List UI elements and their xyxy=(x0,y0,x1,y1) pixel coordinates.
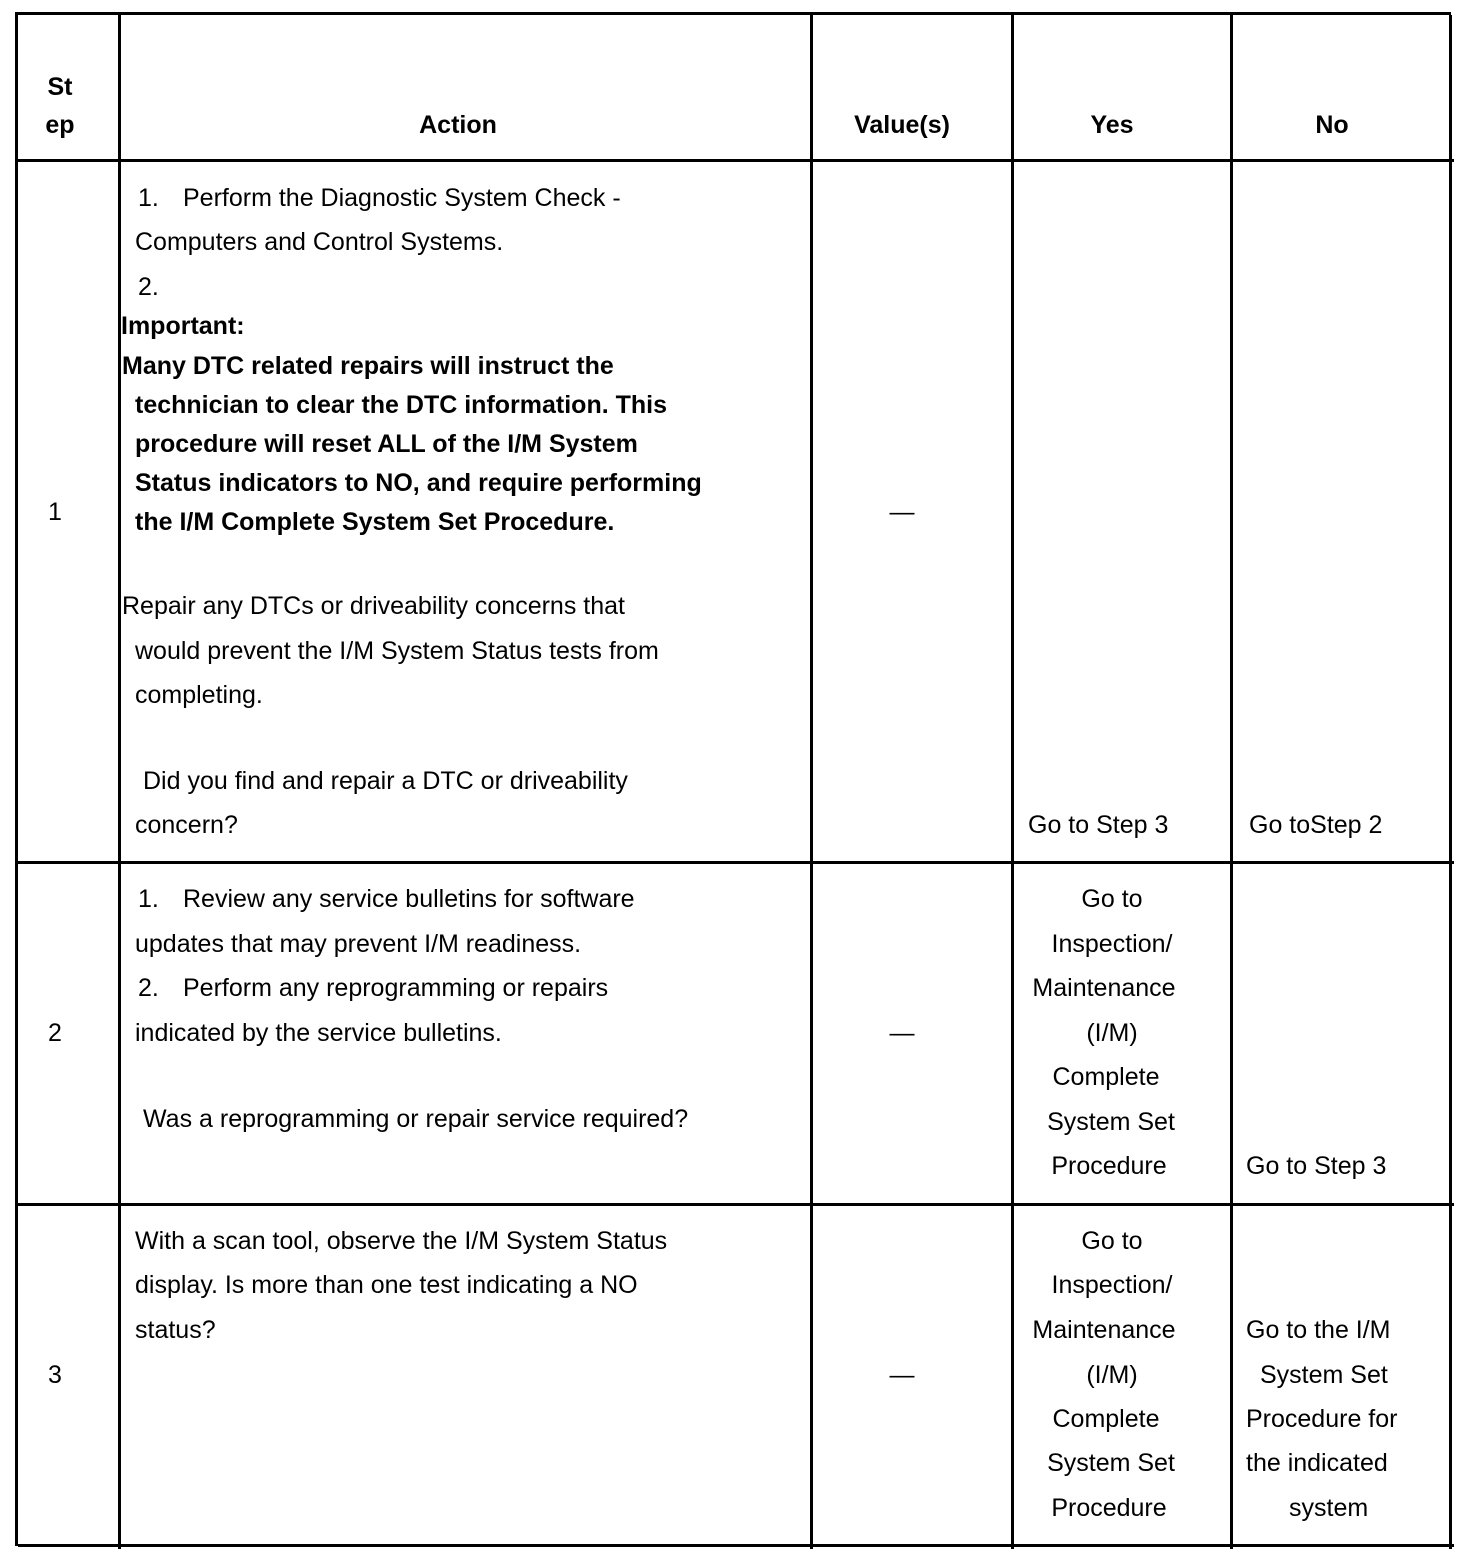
yes-result: Go to Step 3 xyxy=(1028,811,1169,839)
yes-result: Procedure xyxy=(1051,1494,1167,1522)
action-text: Computers and Control Systems. xyxy=(135,228,504,256)
value-cell: — xyxy=(889,1019,915,1047)
yes-result: (I/M) xyxy=(1086,1361,1138,1389)
important-text: Status indicators to NO, and require performing xyxy=(135,469,702,497)
list-number: 1. xyxy=(138,184,159,212)
action-text: indicated by the service bulletins. xyxy=(135,1019,502,1047)
step-number: 2 xyxy=(48,1019,62,1047)
header-yes: Yes xyxy=(1090,111,1134,139)
col-divider xyxy=(810,15,813,1549)
important-label: Important: xyxy=(121,312,245,340)
yes-result: Complete xyxy=(1052,1405,1160,1433)
yes-result: Maintenance xyxy=(1032,974,1176,1002)
yes-result: Go to xyxy=(1081,1227,1143,1255)
action-text: Review any service bulletins for software xyxy=(183,885,635,913)
row-divider xyxy=(18,1544,1454,1547)
yes-result: Inspection/ xyxy=(1051,1271,1173,1299)
row-divider xyxy=(18,1203,1454,1206)
yes-result: Procedure xyxy=(1051,1152,1167,1180)
action-text: Perform the Diagnostic System Check - xyxy=(183,184,621,212)
action-text: completing. xyxy=(135,681,263,709)
header-no: No xyxy=(1315,111,1349,139)
no-result: system xyxy=(1289,1494,1369,1522)
no-result: Procedure for xyxy=(1246,1405,1398,1433)
no-result: the indicated xyxy=(1246,1449,1388,1477)
action-text: status? xyxy=(135,1316,216,1344)
header-values: Value(s) xyxy=(854,111,950,139)
important-text: technician to clear the DTC information. This xyxy=(135,391,668,419)
important-text: the I/M Complete System Set Procedure. xyxy=(135,508,615,536)
action-text: Perform any reprogramming or repairs xyxy=(183,974,609,1002)
action-text: With a scan tool, observe the I/M System Status xyxy=(135,1227,668,1255)
action-text: would prevent the I/M System Status tests from xyxy=(135,637,659,665)
action-text: display. Is more than one test indicating a NO xyxy=(135,1271,638,1299)
list-number: 2. xyxy=(138,974,159,1002)
row-divider xyxy=(18,861,1454,864)
value-cell: — xyxy=(889,1361,915,1389)
no-result: System Set xyxy=(1260,1361,1388,1389)
important-text: Many DTC related repairs will instruct the xyxy=(122,352,614,380)
list-number: 1. xyxy=(138,885,159,913)
yes-result: System Set xyxy=(1047,1108,1175,1136)
value-cell: — xyxy=(889,498,915,526)
yes-result: System Set xyxy=(1047,1449,1175,1477)
question-text: Was a reprogramming or repair service required? xyxy=(143,1105,689,1133)
no-result: Go toStep 2 xyxy=(1249,811,1383,839)
yes-result: Inspection/ xyxy=(1051,930,1173,958)
col-divider xyxy=(1230,15,1233,1549)
header-step: St ep xyxy=(45,73,75,139)
col-divider xyxy=(1449,15,1452,1549)
yes-result: (I/M) xyxy=(1086,1019,1138,1047)
yes-result: Go to xyxy=(1081,885,1143,913)
question-text: Did you find and repair a DTC or driveability xyxy=(143,767,628,795)
header-action: Action xyxy=(419,111,497,139)
action-text: updates that may prevent I/M readiness. xyxy=(135,930,582,958)
no-result: Go to Step 3 xyxy=(1246,1152,1387,1180)
step-number: 1 xyxy=(48,498,62,526)
important-text: procedure will reset ALL of the I/M System xyxy=(135,430,638,458)
no-result: Go to the I/M xyxy=(1246,1316,1391,1344)
step-number: 3 xyxy=(48,1361,62,1389)
row-divider xyxy=(18,159,1454,162)
yes-result: Complete xyxy=(1052,1063,1160,1091)
question-text: concern? xyxy=(135,811,238,839)
yes-result: Maintenance xyxy=(1032,1316,1176,1344)
action-text: Repair any DTCs or driveability concerns that xyxy=(122,592,625,620)
col-divider xyxy=(118,15,121,1549)
list-number: 2. xyxy=(138,273,159,301)
